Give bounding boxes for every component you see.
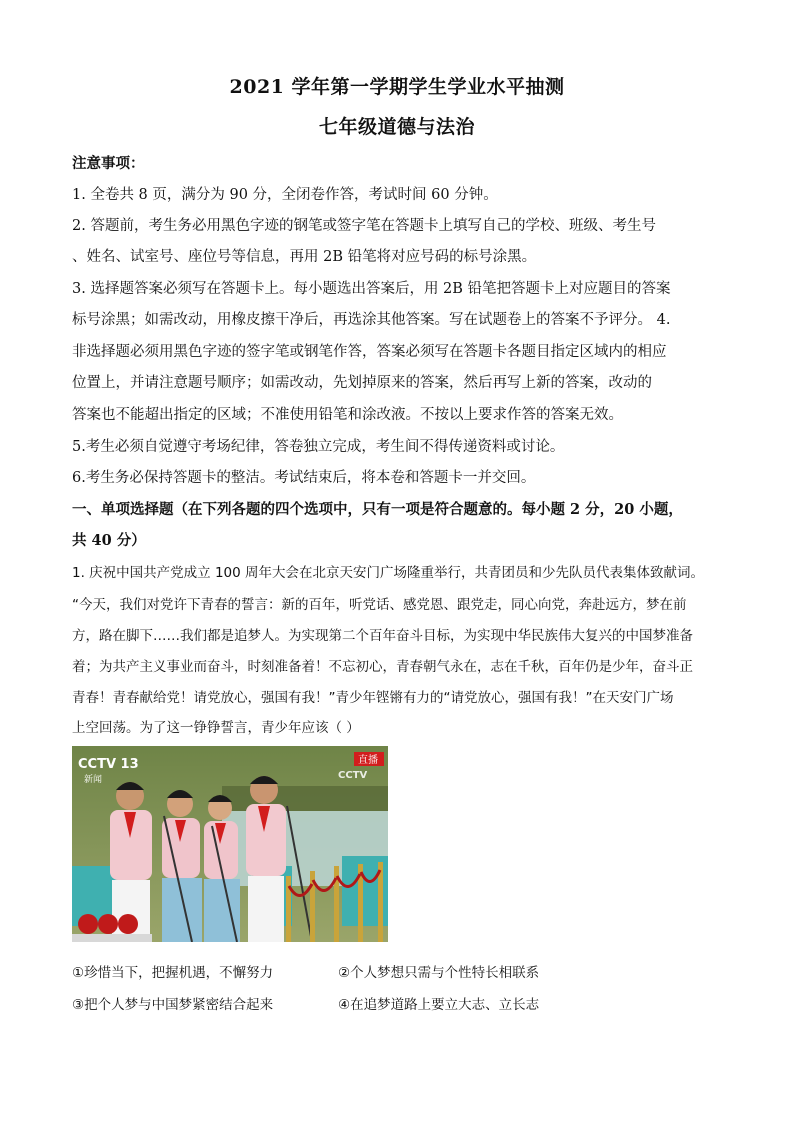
question-text: 上空回荡。为了这一铮铮誓言，青少年应该（ ）	[72, 720, 360, 736]
notice-line: 标号涂黑；如需改动，用橡皮擦干净后，再选涂其他答案。写在试题卷上的答案不予评分。 4.	[72, 312, 671, 328]
exam-subject: 七年级道德与法治	[318, 116, 475, 138]
notice-line: 2. 答题前，考生务必用黑色字迹的钢笔或签字笔在答题卡上填写自己的学校、班级、考生号	[72, 218, 656, 234]
exam-title: 2021 学年第一学期学生学业水平抽测	[229, 76, 565, 98]
channel-sub: 新闻	[84, 775, 103, 785]
notice-line: 6.考生务必保持答题卡的整洁。考试结束后，将本卷和答题卡一并交回。	[72, 470, 536, 486]
question-photo	[72, 746, 388, 942]
live-badge: 直播	[358, 755, 378, 766]
section-heading: 一、单项选择题（在下列各题的四个选项中，只有一项是符合题意的。每小题 2 分，20 小题，	[72, 501, 683, 518]
question-text: “今天，我们对党许下青春的誓言：新的百年，听党话、感党恩、跟党走，同心向党，奔赴远方，梦在前	[72, 597, 687, 613]
notice-line: 3. 选择题答案必须写在答题卡上。每小题选出答案后，用 2B 铅笔把答题卡上对应题目的答案	[72, 281, 671, 297]
question-text: 1. 庆祝中国共产党成立 100 周年大会在北京天安门广场隆重举行，共青团员和少先队员代表集体致献词。	[72, 565, 705, 581]
notice-line: 5.考生必须自觉遵守考场纪律，答卷独立完成，考生间不得传递资料或讨论。	[72, 439, 565, 455]
section-heading: 共 40 分）	[72, 532, 146, 549]
channel-logo: CCTV 13	[78, 757, 139, 772]
notice-heading: 注意事项：	[72, 155, 145, 172]
notice-line: 非选择题必须用黑色字迹的签字笔或钢笔作答，答案必须写在答题卡各题目指定区域内的相应	[72, 344, 667, 360]
option-2: ②个人梦想只需与个性特长相联系	[338, 965, 540, 981]
notice-line: 、姓名、试室号、座位号等信息，再用 2B 铅笔将对应号码的标号涂黑。	[72, 249, 537, 265]
option-4: ④在追梦道路上要立大志、立长志	[338, 997, 540, 1013]
question-text: 着；为共产主义事业而奋斗，时刻准备着！不忘初心，青春朝气永在，志在千秋，百年仍是少年，奋斗正	[72, 659, 693, 675]
ceremony-scene-image	[72, 746, 388, 942]
notice-line: 答案也不能超出指定的区域；不准使用铅笔和涂改液。不按以上要求作答的答案无效。	[72, 407, 623, 423]
option-1: ①珍惜当下，把握机遇，不懈努力	[72, 965, 274, 981]
notice-line: 位置上，并请注意题号顺序；如需改动，先划掉原来的答案，然后再写上新的答案，改动的	[72, 375, 652, 391]
option-3: ③把个人梦与中国梦紧密结合起来	[72, 997, 274, 1013]
corner-logo: CCTV	[338, 770, 368, 781]
notice-line: 1. 全卷共 8 页，满分为 90 分，全闭卷作答，考试时间 60 分钟。	[72, 187, 498, 203]
question-text: 方，路在脚下……我们都是追梦人。为实现第二个百年奋斗目标，为实现中华民族伟大复兴的中国梦准备	[72, 628, 693, 644]
question-text: 青春！青春献给党！请党放心，强国有我！”青少年铿锵有力的“请党放心，强国有我！”在天安门广场	[72, 690, 674, 706]
